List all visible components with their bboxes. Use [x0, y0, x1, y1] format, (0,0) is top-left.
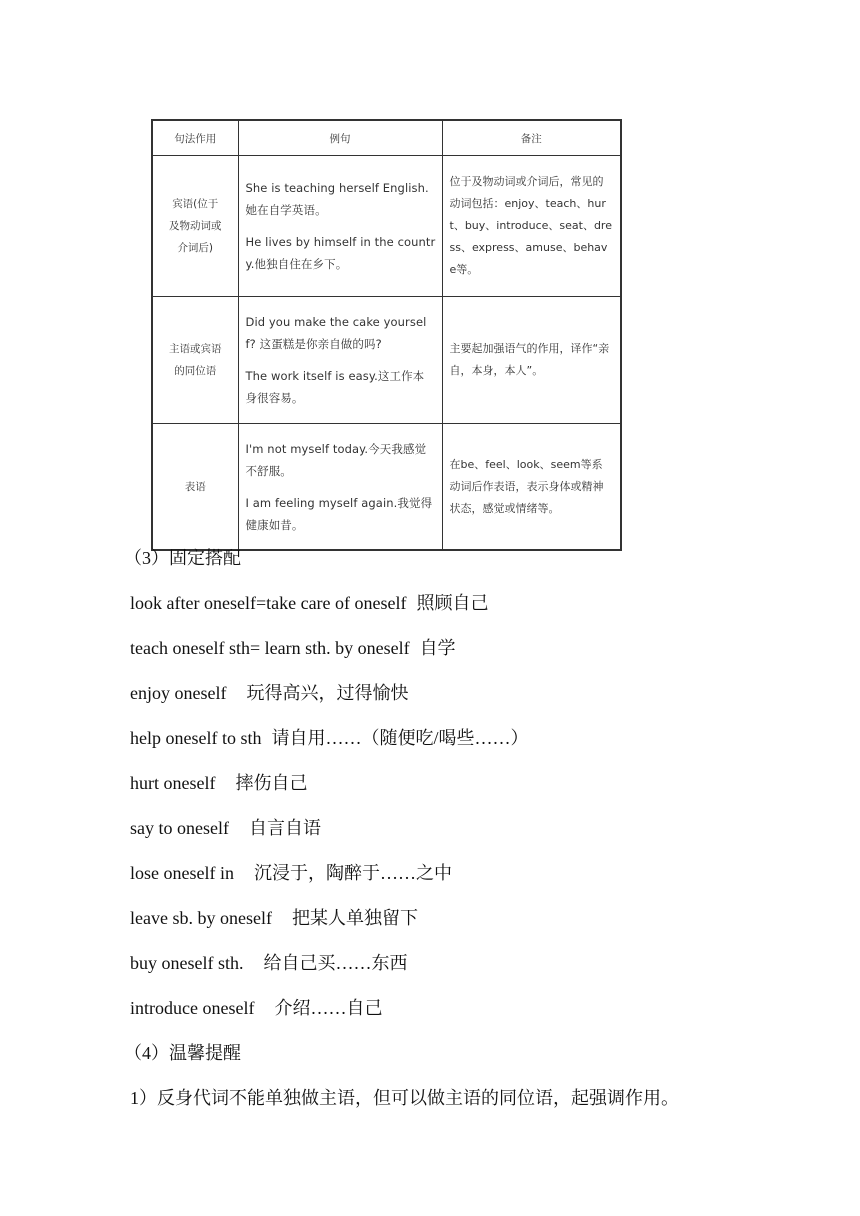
header-note: 备注: [442, 120, 621, 156]
phrase-item: [130, 814, 321, 840]
example-sentence: She is teaching herself English.她在自学英语。: [245, 181, 429, 217]
note-cell: 位于及物动词或介词后，常见的动词包括：enjoy、teach、hurt、buy、introduce、seat、dress、express、amuse、behave等。: [442, 156, 621, 297]
phrase-chinese: 自言自语: [248, 818, 321, 838]
phrase-english: lose oneself in: [130, 863, 234, 883]
phrase-chinese: 介绍……自己: [274, 998, 383, 1018]
phrase-chinese: 玩得高兴，过得愉快: [246, 683, 409, 703]
phrase-english: help oneself to sth: [130, 728, 262, 748]
phrase-english: introduce oneself: [130, 998, 255, 1018]
tip-item: 1）反身代词不能单独做主语，但可以做主语的同位语，起强调作用。: [130, 1088, 679, 1108]
phrase-item: [130, 994, 382, 1020]
section-heading-fixed-collocations: （3）固定搭配: [124, 548, 241, 568]
phrase-item: [130, 634, 456, 660]
phrase-chinese: 请自用……（随便吃/喝些……）: [271, 728, 529, 748]
phrase-english: look after oneself=take care of oneself: [130, 593, 407, 613]
example-sentence: The work itself is easy.这工作本身很容易。: [245, 369, 425, 405]
phrase-item: [130, 949, 407, 975]
role-line: 及物动词或: [169, 220, 222, 232]
phrase-english: enjoy oneself: [130, 683, 227, 703]
phrase-item: [130, 904, 418, 930]
phrase-chinese: 摔伤自己: [235, 773, 308, 793]
note-cell: 主要起加强语气的作用，译作“亲自，本身，本人”。: [442, 297, 621, 424]
example-cell: [238, 156, 442, 297]
grammar-table: [151, 119, 622, 551]
example-cell: [238, 297, 442, 424]
example-sentence: He lives by himself in the country.他独自住在乡下。: [245, 235, 436, 271]
example-sentence: I am feeling myself again.我觉得健康如昔。: [245, 495, 433, 532]
phrase-chinese: 照顾自己: [416, 593, 489, 613]
role-line: 表语: [184, 480, 206, 493]
role-cell: [152, 424, 238, 551]
header-example: 例句: [238, 120, 442, 156]
role-line: 的同位语: [174, 365, 217, 377]
example-sentence: Did you make the cake yourself? 这蛋糕是你亲自做的吗?: [245, 315, 427, 351]
phrase-english: leave sb. by oneself: [130, 908, 272, 928]
section-heading-tips: （4）温馨提醒: [124, 1043, 241, 1063]
phrase-chinese: 沉浸于，陶醉于……之中: [253, 863, 452, 883]
phrase-english: buy oneself sth.: [130, 953, 244, 973]
phrase-item: [130, 679, 408, 705]
phrase-english: say to oneself: [130, 818, 229, 838]
header-role: 句法作用: [152, 120, 238, 156]
table-row: [152, 424, 621, 551]
role-line: 介词后): [177, 242, 214, 254]
phrase-chinese: 给自己买……东西: [263, 953, 408, 973]
example-cell: [238, 424, 442, 551]
table-header-row: [152, 120, 621, 156]
table-row: [152, 156, 621, 297]
phrase-item: [130, 589, 489, 615]
phrase-chinese: 把某人单独留下: [291, 908, 418, 928]
role-cell: [152, 297, 238, 424]
phrase-english: hurt oneself: [130, 773, 216, 793]
phrase-chinese: 自学: [419, 638, 456, 658]
example-sentence: I'm not myself today.今天我感觉不舒服。: [245, 441, 427, 478]
note-cell: 在be、feel、look、seem等系动词后作表语，表示身体或精神状态，感觉或情绪等。: [442, 424, 621, 551]
role-line: 宾语(位于: [172, 198, 219, 210]
phrase-item: [130, 724, 528, 750]
role-line: 主语或宾语: [169, 343, 222, 355]
table-row: [152, 297, 621, 424]
phrase-english: teach oneself sth= learn sth. by oneself: [130, 638, 410, 658]
phrase-item: [130, 859, 452, 885]
role-cell: [152, 156, 238, 297]
phrase-item: [130, 769, 307, 795]
